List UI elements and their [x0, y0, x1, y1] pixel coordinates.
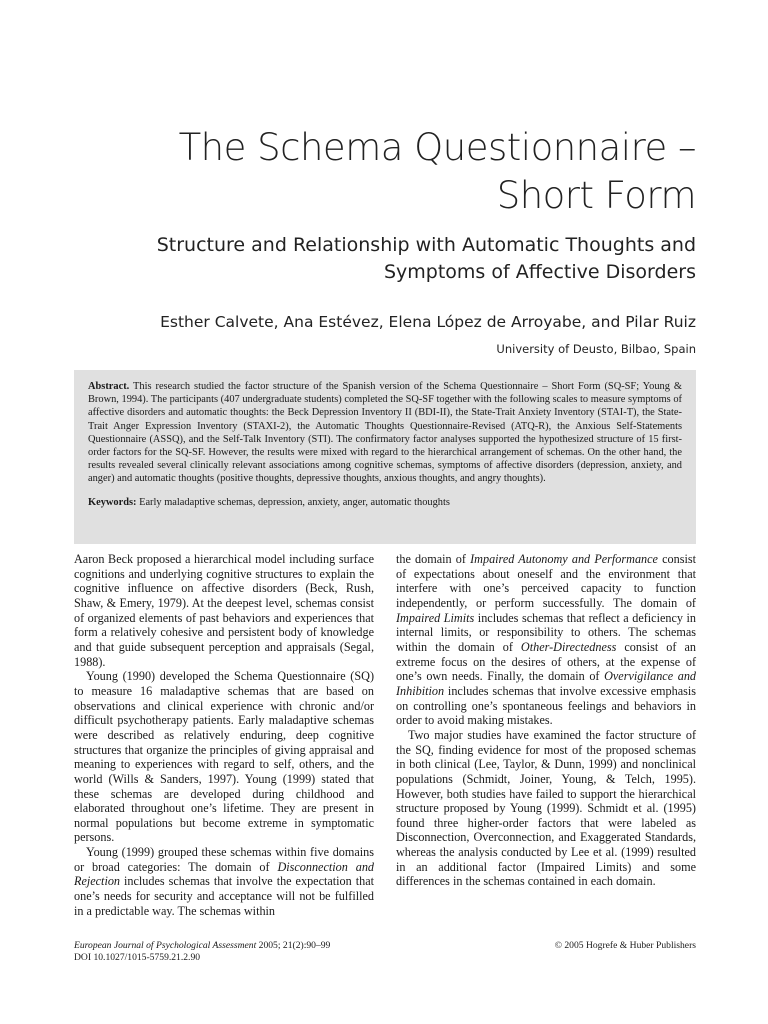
text-run: consist of an extreme focus on the desires of others, at the expense of one’s own needs. Finally, the domain of — [396, 639, 696, 684]
journal-citation: 2005; 21(2):90–99 — [256, 940, 331, 951]
text-run: consist of expectations about oneself and the environment that interfere with one’s perceived capacity to function independently, or perform successfully. The domain of — [396, 552, 696, 610]
affiliation: University of Deusto, Bilbao, Spain — [496, 342, 696, 356]
paper-title: The Schema Questionnaire – Short Form — [178, 126, 696, 217]
author-list: Esther Calvete, Ana Estévez, Elena López de Arroyabe, and Pilar Ruiz — [160, 313, 696, 331]
body-column-left — [74, 552, 374, 918]
body-paragraph: Young (1990) developed the Schema Questionnaire (SQ) to measure 16 maladaptive schemas that are based on observations and clinical experience with chronic and/or difficult psychotherapy patients. Early maladaptive schemas were described as relatively enduring, deep cognitive structures that organize the principles of giving appraisal and meaning to experiences with regard to self, others, and the world (Wills & Sanders, 1997). Young (1999) stated that these schemas are developed during childhood and elaborated throughout one’s lifetime. They are present in normal populations but become extreme in symptomatic persons. — [74, 669, 374, 845]
abstract-label: Abstract. — [88, 381, 130, 392]
body-paragraph — [396, 552, 696, 728]
keywords-line — [88, 496, 682, 509]
abstract-text: This research studied the factor structure of the Spanish version of the Schema Questionnaire – Short Form (SQ-SF; Young & Brown, 1994). The participants (407 undergraduate students) completed the SQ-SF together with the following scales to measure symptoms of affective disorders and automatic thoughts: the Beck Depression Inventory II (BDI-II), the State-Trait Anxiety Inventory (STAI-T), the State-Trait Anger Expression Inventory (STAXI-2), the Automatic Thoughts Questionnaire-Revised (ATQ-R), the Anxious Self-Statements Questionnaire (ASSQ), and the Self-Talk Inventory (STI). The confirmatory factor analyses supported the hypothesized structure of 15 first-order factors for the SQ-SF. However, the results were mixed with regard to the hierarchical arrangement of schemas. On the other hand, the results revealed several clinically relevant associations among cognitive schemas, symptoms of affective disorders (depression, anxiety, and anger) and automatic thoughts (positive thoughts, depressive thoughts, anxious thoughts, and angry thoughts). — [88, 381, 682, 485]
italic-term: Overvigilance and Inhibition — [396, 669, 697, 698]
footer-citation — [74, 940, 394, 964]
italic-term: Other-Directedness — [520, 639, 617, 654]
italic-term: Impaired Limits — [396, 610, 475, 625]
keywords-text: Early maladaptive schemas, depression, anxiety, anger, automatic thoughts — [139, 496, 450, 508]
body-paragraph: Aaron Beck proposed a hierarchical model including surface cognitions and underlying cognitive structures to explain the cognitive influence on affective disorders (Beck, Rush, Shaw, & Emery, 1979). At the deepest level, schemas consist of organized elements of past behaviors and experiences that form a relatively cohesive and persistent body of knowledge and that guide subsequent perception and appraisals (Segal, 1988). — [74, 552, 374, 669]
italic-term: Disconnection and Rejection — [74, 859, 375, 889]
paper-subtitle: Structure and Relationship with Automatic Thoughts and Symptoms of Affective Disorders — [156, 234, 696, 283]
abstract-box — [74, 370, 696, 544]
body-column-right — [396, 552, 696, 889]
body-paragraph: Two major studies have examined the factor structure of the SQ, finding evidence for most of the proposed schemas in both clinical (Lee, Taylor, & Dunn, 1999) and nonclinical populations (Schmidt, Joiner, Young, & Telch, 1995). However, both studies have failed to support the hierarchical structure proposed by Young (1999). Schmidt et al. (1995) found three higher-order factors that were labeled as Disconnection, Overconnection, and Exaggerated Standards, whereas the analysis conducted by Lee et al. (1999) resulted in an additional factor (Impaired Limits) and some differences in the schemas contained in each domain. — [396, 727, 696, 889]
keywords-label: Keywords: — [88, 496, 137, 508]
italic-term: Impaired Autonomy and Performance — [470, 552, 658, 566]
body-paragraph — [74, 845, 374, 918]
journal-name: European Journal of Psychological Assessment — [74, 940, 257, 951]
doi: DOI 10.1027/1015-5759.21.2.90 — [74, 952, 201, 963]
text-run: includes schemas that reflect a deficiency in internal limits, or responsibility to others. The schemas within the domain of — [396, 610, 697, 654]
abstract-paragraph — [88, 380, 682, 486]
text-run: the domain of — [396, 552, 471, 566]
text-run: includes schemas that involve the expectation that one’s needs for security and acceptance will not be fulfilled in a predictable way. The schemas within — [74, 874, 374, 918]
journal-line — [74, 940, 394, 952]
text-run: includes schemas that involve excessive emphasis on controlling one’s spontaneous feelings and behaviors in order to avoid making mistakes. — [396, 683, 696, 728]
footer-copyright: © 2005 Hogrefe & Huber Publishers — [554, 940, 696, 951]
text-run: Young (1999) grouped these schemas within five domains or broad categories: The domain of — [74, 845, 374, 874]
